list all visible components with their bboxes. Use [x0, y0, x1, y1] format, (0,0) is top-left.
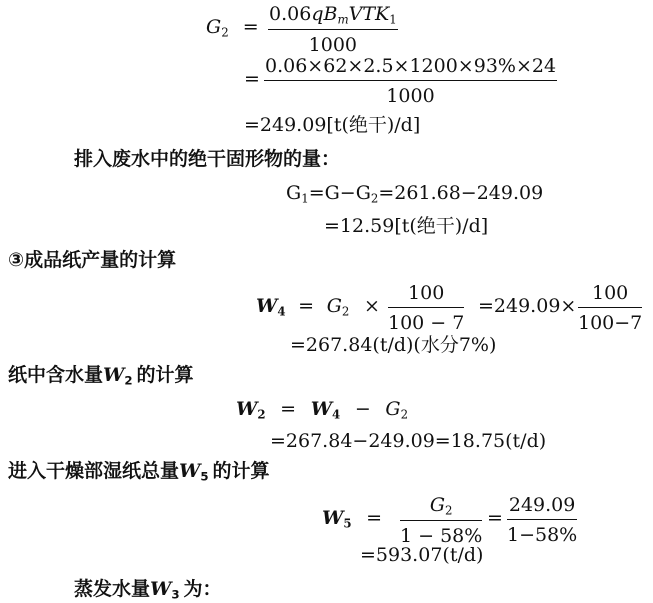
eq1-line2-equals: =	[244, 68, 260, 90]
eq2-result: =12.59[t(绝干)/d]	[324, 215, 489, 237]
eq1-line2-numerator: 0.06×62×2.5×1200×93%×24	[264, 55, 557, 81]
eq5-result: =593.07(t/d)	[360, 544, 484, 566]
eq3-fraction-1: $\frac{100}{100 - 7}$	[388, 282, 465, 334]
eq3-lhs: $W_4 = G_2$ ×	[256, 295, 380, 319]
eq1-fraction	[268, 3, 398, 56]
section-heading-product: ③成品纸产量的计算	[8, 249, 177, 271]
var-g: G	[206, 16, 222, 38]
subscript: 2	[221, 25, 229, 40]
eq4-line1: $W_2 = W_4 - G_2$	[236, 398, 409, 422]
eq5-fraction-2: $\frac{249.09}{1-58\%}$	[507, 494, 578, 546]
label-water-content: 纸中含水量$W_2$ 的计算	[8, 364, 194, 388]
eq3-mid: =249.09×	[478, 295, 577, 317]
eq1-numerator: $0.06qB_mVTK_1$	[268, 3, 398, 30]
label-wet-paper: 进入干燥部湿纸总量$W_5$ 的计算	[8, 460, 270, 484]
eq1-line2-fraction	[264, 55, 557, 107]
eq5-lhs: $W_5$ =	[322, 507, 383, 531]
eq1-denominator: 1000	[308, 34, 358, 57]
eq3-fraction-2: $\frac{100}{100-7}$	[578, 282, 643, 334]
label-waste-solids: 排入废水中的绝干固形物的量：	[74, 148, 341, 170]
equals-sign: =	[242, 16, 259, 38]
eq1-lhs	[206, 18, 259, 39]
eq5-fraction-1: $\frac{G_2}{1 - 58\%}$	[400, 494, 483, 548]
eq3-result: =267.84(t/d)(水分7%)	[290, 334, 497, 356]
eq5-equals-2: =	[487, 507, 503, 529]
eq2-line1: $G_1=G-G_2=261.68-249.09$	[286, 182, 544, 206]
label-evaporation: 蒸发水量$W_3$ 为：	[74, 578, 222, 602]
eq1-result: =249.09[t(绝干)/d]	[244, 114, 421, 136]
eq1-line2-denominator: 1000	[386, 85, 435, 107]
eq4-result: =267.84−249.09=18.75(t/d)	[270, 430, 547, 452]
